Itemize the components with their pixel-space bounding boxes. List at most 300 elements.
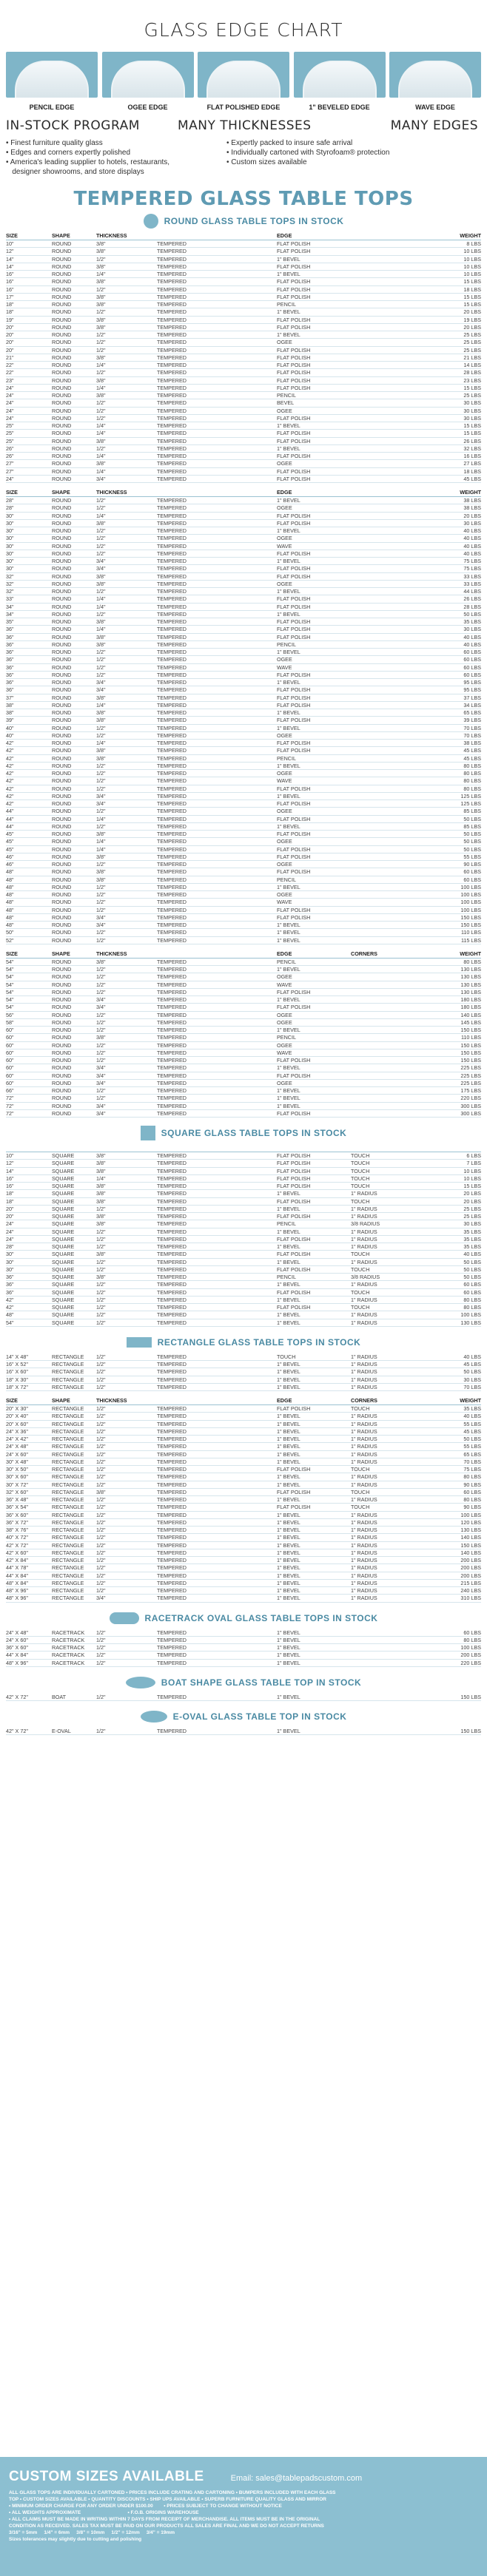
table-cell: 1" RADIUS	[351, 1518, 377, 1526]
table-cell: 36"	[6, 640, 14, 648]
table-cell: ROUND	[52, 588, 72, 595]
table-cell	[351, 973, 410, 980]
table-cell: 1/2"	[96, 883, 106, 890]
table-cell: SQUARE	[52, 1220, 75, 1228]
features	[0, 118, 487, 186]
table-cell	[351, 1103, 410, 1109]
table-cell: SQUARE	[52, 1251, 75, 1258]
table-cell: OGEE	[277, 535, 292, 542]
table-row	[6, 1436, 481, 1443]
table-cell: 1/2"	[96, 929, 106, 936]
table-cell: ROUND	[52, 1064, 72, 1072]
table-cell: 42"	[6, 740, 14, 746]
table-row	[6, 460, 481, 467]
table-row	[6, 1019, 481, 1027]
racetrack-table	[6, 1629, 481, 1667]
table-header-row	[6, 950, 481, 959]
table-cell	[351, 959, 410, 965]
edge-label: WAVE EDGE	[415, 104, 455, 111]
table-cell: SQUARE	[52, 1274, 75, 1280]
column-header	[157, 489, 277, 496]
table-cell: TEMPERED	[157, 929, 187, 936]
table-cell: 20 LBS	[463, 512, 481, 519]
column-header	[351, 1144, 410, 1152]
table-cell: 1/2"	[96, 1549, 106, 1556]
table-row	[6, 611, 481, 618]
table-row	[6, 1289, 481, 1297]
table-row	[6, 354, 481, 362]
table-cell: 1/2"	[96, 588, 106, 595]
table-row	[6, 527, 481, 535]
table-cell: FLAT POLISH	[277, 845, 311, 853]
table-cell: 1" BEVEL	[277, 1376, 300, 1383]
table-cell: ROUND	[52, 883, 72, 890]
table-cell: 26"	[6, 444, 14, 452]
column-header	[277, 1144, 351, 1152]
column-header: EDGE	[277, 489, 292, 496]
table-cell: RACETRACK	[52, 1644, 85, 1651]
table-cell: 1" RADIUS	[351, 1443, 377, 1450]
table-cell: 1" BEVEL	[277, 588, 300, 595]
table-cell: ROUND	[52, 369, 72, 376]
table-row	[6, 1629, 481, 1637]
table-cell: 1/2"	[96, 1534, 106, 1541]
table-row	[6, 1198, 481, 1206]
table-cell: 36" X 48"	[6, 1496, 28, 1503]
table-cell: 1/2"	[96, 988, 106, 995]
table-cell: 3/4"	[96, 1072, 106, 1079]
table-cell: 3/8"	[96, 323, 106, 331]
table-cell	[351, 497, 410, 504]
table-cell: 1" BEVEL	[277, 1319, 300, 1326]
table-cell: 10 LBS	[463, 263, 481, 270]
table-cell: TEMPERED	[157, 762, 187, 769]
table-cell: 1/2"	[96, 731, 106, 739]
table-cell: TEMPERED	[157, 453, 187, 459]
table-cell: 3/8"	[96, 437, 106, 444]
table-cell: TEMPERED	[157, 1304, 187, 1311]
table-cell: ROUND	[52, 255, 72, 263]
table-cell: 1/2"	[96, 1288, 106, 1296]
table-cell: FLAT POLISH	[277, 362, 311, 368]
table-cell: ROUND	[52, 362, 72, 368]
table-cell: 3/8"	[96, 460, 106, 467]
table-cell: OGEE	[277, 656, 292, 663]
table-row	[6, 1580, 481, 1587]
table-cell: TEMPERED	[157, 414, 187, 422]
table-cell: 1/2"	[96, 255, 106, 263]
table-row	[6, 1512, 481, 1519]
table-row	[6, 914, 481, 922]
table-cell: 60 LBS	[463, 1288, 481, 1296]
table-cell: 45"	[6, 845, 14, 853]
table-cell: 18 LBS	[463, 467, 481, 475]
table-cell: ROUND	[52, 709, 72, 716]
table-cell: FLAT POLISH	[277, 323, 311, 331]
section-title: RACETRACK OVAL GLASS TABLE TOPS IN STOCK	[144, 1612, 378, 1623]
footer-notes	[0, 2485, 487, 2547]
table-cell: 1" BEVEL	[277, 1518, 300, 1526]
table-cell: 140 LBS	[460, 1549, 481, 1556]
table-cell: 1/2"	[96, 1095, 106, 1102]
table-cell: 1" BEVEL	[277, 762, 300, 769]
table-cell: ROUND	[52, 770, 72, 777]
table-cell: 1/2"	[96, 285, 106, 293]
table-cell	[351, 354, 410, 361]
table-cell: 30"	[6, 535, 14, 542]
table-cell: 42"	[6, 1304, 14, 1311]
table-cell: 17"	[6, 293, 14, 300]
table-cell: TEMPERED	[157, 603, 187, 610]
table-cell: TEMPERED	[157, 263, 187, 270]
table-cell: 3/4"	[96, 913, 106, 921]
table-cell: 1" RADIUS	[351, 1450, 377, 1458]
table-cell: 1" BEVEL	[277, 929, 300, 936]
table-cell: ROUND	[52, 475, 72, 482]
table-cell: 3/8"	[96, 519, 106, 527]
table-cell: 3/4"	[96, 1079, 106, 1086]
column-header: EDGE	[277, 950, 292, 957]
table-cell: PENCIL	[277, 640, 296, 648]
table-cell: 1/2"	[96, 724, 106, 731]
table-cell: OGEE	[277, 504, 292, 512]
table-cell: 60 LBS	[463, 1488, 481, 1495]
table-row	[6, 1183, 481, 1190]
table-cell: TEMPERED	[157, 255, 187, 263]
table-header-row	[6, 232, 481, 240]
table-cell: TEMPERED	[157, 770, 187, 777]
glass-edge-image	[389, 52, 481, 98]
table-cell: RECTANGLE	[52, 1427, 84, 1435]
edge-sample-pencil	[6, 52, 98, 111]
table-cell: ROUND	[52, 815, 72, 822]
table-cell: ROUND	[52, 1049, 72, 1056]
column-header: THICKNESS	[96, 232, 127, 239]
column-header	[6, 1144, 52, 1152]
table-row	[6, 588, 481, 595]
table-cell: 1/2"	[96, 407, 106, 414]
table-cell: 1" BEVEL	[277, 1027, 300, 1033]
table-cell: TEMPERED	[157, 346, 187, 354]
table-cell: FLAT POLISH	[277, 1072, 311, 1079]
table-row	[6, 1087, 481, 1095]
table-cell: 28 LBS	[463, 603, 481, 610]
table-cell: ROUND	[52, 694, 72, 701]
table-cell: 100 LBS	[460, 1644, 481, 1651]
column-header: SHAPE	[52, 950, 70, 957]
table-cell: ROUND	[52, 603, 72, 610]
table-cell	[351, 430, 410, 436]
section-title: SQUARE GLASS TABLE TOPS IN STOCK	[161, 1128, 347, 1138]
table-cell: FLAT POLISH	[277, 800, 311, 807]
table-cell: 1" BEVEL	[277, 527, 300, 534]
table-cell: 1/4"	[96, 362, 106, 368]
table-cell: 1/2"	[96, 399, 106, 407]
table-cell	[351, 793, 410, 799]
table-cell: 95 LBS	[463, 686, 481, 694]
table-cell	[351, 550, 410, 557]
table-cell	[351, 1012, 410, 1018]
table-cell: RACETRACK	[52, 1636, 85, 1643]
table-cell: 44" X 84"	[6, 1572, 28, 1579]
table-cell	[351, 702, 410, 709]
table-cell: FLAT POLISH	[277, 595, 311, 603]
footer-line: • ALL CLAIMS MUST BE MADE IN WRITING WITHIN 7 DAYS FROM RECEIPT OF MERCHANDISE. ALL ITEMS MUST BE IN THE ORIGINAL	[9, 2517, 320, 2522]
table-cell: 1/2"	[96, 1376, 106, 1383]
footer-line: Sizes tolerances may slightly due to cutting and polishing	[9, 2537, 142, 2542]
table-cell: 60"	[6, 1079, 14, 1086]
table-cell: 1" BEVEL	[277, 1473, 300, 1481]
table-cell: 30"	[6, 565, 14, 572]
table-cell	[351, 634, 410, 640]
table-cell: 1" BEVEL	[277, 1064, 300, 1072]
table-cell: 16" X 52"	[6, 1361, 28, 1368]
table-cell: 1" BEVEL	[277, 1443, 300, 1450]
table-cell: 1" RADIUS	[351, 1368, 377, 1376]
table-cell: 1/2"	[96, 1368, 106, 1376]
table-row	[6, 1652, 481, 1659]
table-cell: 1/2"	[96, 1319, 106, 1326]
table-row	[6, 1405, 481, 1413]
table-cell: TEMPERED	[157, 649, 187, 655]
table-cell: ROUND	[52, 913, 72, 921]
table-cell: SQUARE	[52, 1265, 75, 1273]
table-cell: TEMPERED	[157, 1473, 187, 1481]
table-row	[6, 369, 481, 376]
table-cell	[351, 543, 410, 550]
table-cell: TOUCH	[351, 1197, 370, 1205]
table-cell: 26 LBS	[463, 437, 481, 444]
table-cell: TOUCH	[351, 1405, 370, 1412]
table-cell: 150 LBS	[460, 913, 481, 921]
table-cell: 1/2"	[96, 1011, 106, 1018]
table-cell: 110 LBS	[460, 1034, 481, 1041]
section-racetrack-header	[0, 1607, 487, 1629]
table-cell: ROUND	[52, 1057, 72, 1064]
table-cell: 60 LBS	[463, 868, 481, 876]
table-cell: 21 LBS	[463, 354, 481, 361]
table-cell: ROUND	[52, 1095, 72, 1102]
table-cell: TEMPERED	[157, 800, 187, 807]
table-cell: 38"	[6, 701, 14, 709]
table-cell: 3/8"	[96, 1197, 106, 1205]
table-cell: 3/4"	[96, 996, 106, 1003]
table-cell: 1/2"	[96, 1228, 106, 1235]
table-cell: FLAT POLISH	[277, 815, 311, 822]
table-cell: 45 LBS	[463, 1361, 481, 1368]
table-cell: 48" X 96"	[6, 1659, 28, 1666]
table-cell: TEMPERED	[157, 618, 187, 625]
table-cell: TEMPERED	[157, 913, 187, 921]
table-row	[6, 294, 481, 301]
table-cell: ROUND	[52, 906, 72, 913]
table-row	[6, 1152, 481, 1160]
table-cell: 3/4"	[96, 475, 106, 482]
table-cell: 50 LBS	[463, 838, 481, 845]
feature-heading-in-stock: IN-STOCK PROGRAM	[6, 118, 140, 133]
table-cell: 75 LBS	[463, 558, 481, 564]
table-cell: 55 LBS	[463, 1443, 481, 1450]
table-cell: RACETRACK	[52, 1629, 85, 1636]
table-row	[6, 1728, 481, 1735]
table-cell: 1" RADIUS	[351, 1296, 377, 1303]
table-cell: 45 LBS	[463, 754, 481, 762]
table-cell: 310 LBS	[460, 1595, 481, 1602]
table-cell: RECTANGLE	[52, 1557, 84, 1563]
table-cell: TEMPERED	[157, 883, 187, 890]
column-header: SIZE	[6, 232, 18, 239]
table-cell: WAVE	[277, 1049, 292, 1056]
table-cell: TEMPERED	[157, 550, 187, 557]
table-cell: 1/2"	[96, 973, 106, 981]
table-cell: 70 LBS	[463, 724, 481, 731]
table-cell	[351, 861, 410, 868]
table-cell: TEMPERED	[157, 777, 187, 785]
page-title: GLASS EDGE CHART	[144, 19, 343, 41]
table-cell: 1" RADIUS	[351, 1213, 377, 1220]
table-cell: 1" BEVEL	[277, 308, 300, 316]
table-cell: 1/2"	[96, 1311, 106, 1319]
table-cell: 48" X 84"	[6, 1579, 28, 1586]
table-cell: TEMPERED	[157, 633, 187, 640]
table-cell: 1/2"	[96, 535, 106, 542]
table-cell: 3/8"	[96, 572, 106, 580]
table-cell: 1" BEVEL	[277, 1496, 300, 1503]
table-cell: 50 LBS	[463, 845, 481, 853]
table-cell: 1/2"	[96, 1511, 106, 1518]
table-row	[6, 626, 481, 633]
table-cell: 20"	[6, 1213, 14, 1220]
glass-edge-image	[198, 52, 289, 98]
table-row	[6, 679, 481, 686]
table-cell: 1" BEVEL	[277, 822, 300, 830]
table-row	[6, 1095, 481, 1102]
table-cell: TEMPERED	[157, 1587, 187, 1594]
table-cell: 30"	[6, 1251, 14, 1258]
table-cell: 1/2"	[96, 663, 106, 671]
table-cell: 1" RADIUS	[351, 1587, 377, 1594]
feature-heading-edges: MANY EDGES	[390, 118, 478, 133]
table-cell: 1/2"	[96, 966, 106, 973]
table-cell: 1/2"	[96, 1473, 106, 1481]
table-cell: 52"	[6, 936, 14, 944]
table-cell: 36"	[6, 649, 14, 655]
table-cell: 1" RADIUS	[351, 1579, 377, 1586]
table-row	[6, 520, 481, 527]
table-cell: ROUND	[52, 278, 72, 285]
table-cell: FLAT POLISH	[277, 1405, 311, 1412]
column-header: CORNERS	[351, 1397, 377, 1404]
table-row	[6, 717, 481, 724]
feature-item: • Individually cartoned with Styrofoam® protection	[226, 149, 390, 157]
table-cell: 100 LBS	[460, 883, 481, 890]
table-cell	[351, 1110, 410, 1117]
table-cell: 1" BEVEL	[277, 558, 300, 564]
table-cell: 14"	[6, 1167, 14, 1174]
table-row	[6, 672, 481, 679]
contact-email[interactable]: Email: sales@tablepadscustom.com	[230, 2474, 363, 2483]
table-row	[6, 1064, 481, 1072]
table-cell: ROUND	[52, 414, 72, 422]
table-cell: 42"	[6, 762, 14, 769]
eoval-table	[6, 1728, 481, 1735]
table-cell: 36" X 60"	[6, 1644, 28, 1651]
table-cell: 1" RADIUS	[351, 1258, 377, 1265]
table-row	[6, 256, 481, 263]
table-cell: 26"	[6, 453, 14, 459]
table-cell: 35 LBS	[463, 1243, 481, 1250]
table-cell: TEMPERED	[157, 271, 187, 277]
table-cell: 3/8"	[96, 831, 106, 837]
edge-label: PENCIL EDGE	[29, 104, 75, 111]
table-cell: 1" BEVEL	[277, 1534, 300, 1541]
table-cell: 1" BEVEL	[277, 936, 300, 944]
table-cell: 150 LBS	[460, 1541, 481, 1549]
table-cell: 32"	[6, 580, 14, 587]
table-row	[6, 755, 481, 763]
table-cell: 1/2"	[96, 1235, 106, 1243]
boat-shape-icon	[126, 1677, 155, 1688]
table-cell: 10 LBS	[463, 248, 481, 255]
table-cell: FLAT POLISH	[277, 853, 311, 860]
table-cell: 1/2"	[96, 1504, 106, 1511]
table-row	[6, 868, 481, 876]
table-cell: 1/2"	[96, 1629, 106, 1636]
table-cell: ROUND	[52, 430, 72, 437]
table-cell	[351, 513, 410, 519]
table-cell: TOUCH	[351, 1174, 370, 1182]
table-cell: ROUND	[52, 899, 72, 906]
table-cell: 1/2"	[96, 504, 106, 512]
table-cell: TEMPERED	[157, 1636, 187, 1643]
table-cell: 75 LBS	[463, 1466, 481, 1473]
table-cell: ROUND	[52, 831, 72, 837]
round-shape-icon	[144, 214, 158, 229]
table-cell: ROUND	[52, 966, 72, 973]
table-cell: TEMPERED	[157, 891, 187, 898]
table-cell: RECTANGLE	[52, 1511, 84, 1518]
table-cell: OGEE	[277, 1011, 292, 1018]
table-cell: 50 LBS	[463, 1258, 481, 1265]
table-cell: RECTANGLE	[52, 1383, 84, 1390]
table-cell: TEMPERED	[157, 1353, 187, 1360]
table-row	[6, 1243, 481, 1251]
table-cell: TEMPERED	[157, 1579, 187, 1586]
table-cell: 3/8"	[96, 618, 106, 625]
table-cell: ROUND	[52, 1109, 72, 1117]
table-cell	[351, 263, 410, 270]
table-cell: 18 LBS	[463, 285, 481, 293]
table-row	[6, 278, 481, 285]
table-cell: FLAT POLISH	[277, 437, 311, 444]
table-cell: 150 LBS	[460, 1728, 481, 1734]
table-cell: TEMPERED	[157, 808, 187, 815]
table-cell	[351, 339, 410, 345]
table-cell: OGEE	[277, 973, 292, 981]
feature-item: • Expertly packed to insure safe arrival	[226, 139, 353, 147]
table-row	[6, 861, 481, 868]
table-cell: 1/2"	[96, 777, 106, 785]
table-cell: 1" BEVEL	[277, 1549, 300, 1556]
table-cell: 15 LBS	[463, 293, 481, 300]
table-cell: FLAT POLISH	[277, 572, 311, 580]
table-row	[6, 248, 481, 255]
table-cell: 1/2"	[96, 1281, 106, 1288]
table-cell: 36"	[6, 1281, 14, 1288]
table-cell: ROUND	[52, 384, 72, 391]
table-cell: 1" BEVEL	[277, 922, 300, 928]
table-cell: TEMPERED	[157, 558, 187, 564]
